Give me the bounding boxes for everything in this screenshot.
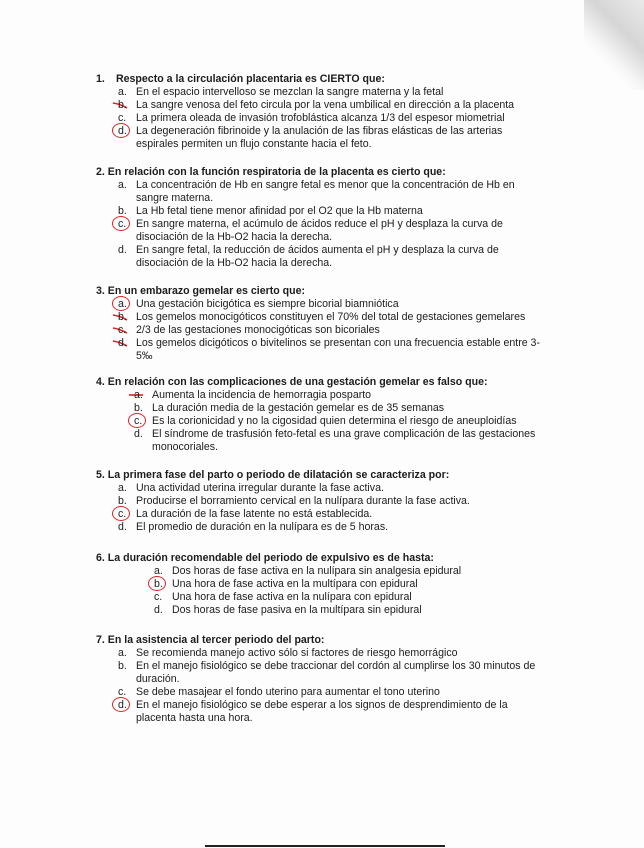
option-text: La sangre venosa del feto circula por la vena umbilical en dirección a la placenta — [136, 99, 515, 111]
question-title — [96, 552, 546, 565]
option-b[interactable] — [118, 660, 546, 686]
option-letter: c. — [154, 591, 163, 603]
question-text: La duración recomendable del periodo de expulsivo es de hasta: — [107, 552, 434, 564]
question-title — [96, 634, 546, 647]
option-c[interactable] — [118, 218, 546, 244]
option-letter: c. — [118, 686, 127, 698]
option-d[interactable] — [118, 337, 546, 363]
option-text: La concentración de Hb en sangre fetal es menor que la concentración de Hb en sangre materna. — [136, 179, 515, 204]
option-text: En el manejo fisiológico se debe esperar a los signos de desprendimiento de la placenta hasta una hora. — [136, 699, 508, 724]
option-b[interactable] — [118, 205, 546, 218]
option-letter: a. — [118, 482, 127, 494]
question-title — [96, 166, 546, 179]
option-d[interactable] — [154, 604, 546, 617]
scan-edge-line — [205, 845, 445, 847]
option-a[interactable] — [154, 565, 546, 578]
option-letter: d. — [118, 521, 127, 533]
question-1 — [96, 73, 546, 151]
option-text: Dos horas de fase pasiva en la multípara sin epidural — [172, 604, 422, 616]
option-b[interactable] — [118, 99, 546, 112]
option-letter: a. — [118, 179, 127, 191]
option-letter: d. — [118, 244, 127, 256]
option-letter: c. — [118, 112, 127, 124]
option-letter: b. — [118, 495, 127, 507]
question-title — [96, 73, 546, 86]
option-text: Una hora de fase activa en la multípara con epidural — [172, 578, 418, 590]
option-d[interactable] — [118, 125, 546, 151]
question-2 — [96, 166, 546, 270]
page-corner-fold — [584, 0, 644, 90]
option-text: La duración de la fase latente no está establecida. — [136, 508, 373, 520]
option-b[interactable] — [118, 495, 546, 508]
option-b[interactable] — [118, 311, 546, 324]
option-letter: a. — [118, 86, 127, 98]
question-3 — [96, 285, 546, 363]
option-letter: c. — [134, 415, 143, 427]
option-text: En el manejo fisiológico se debe traccionar del cordón al cumplirse los 30 minutos de duración. — [136, 660, 536, 685]
option-text: Dos horas de fase activa en la nulípara sin analgesia epidural — [172, 565, 462, 577]
option-text: Una actividad uterina irregular durante la fase activa. — [136, 482, 384, 494]
option-d[interactable] — [134, 428, 546, 454]
option-text: En sangre materna, el acúmulo de ácidos reduce el pH y desplaza la curva de disociación de la Hb-O2 hacia la derecha. — [136, 218, 503, 243]
option-text: Una gestación bicigótica es siempre bicorial biamniótica — [136, 298, 399, 310]
question-number: 2. — [96, 166, 105, 178]
option-a[interactable] — [118, 647, 546, 660]
option-letter: b. — [154, 578, 163, 590]
question-number: 4. — [96, 376, 105, 388]
question-text: Respecto a la circulación placentaria es CIERTO que: — [116, 73, 385, 85]
option-text: La degeneración fibrinoide y la anulación de las fibras elásticas de las arterias espirales permiten un flujo constante hacia el feto. — [136, 125, 503, 150]
question-text: En un embarazo gemelar es cierto que: — [107, 285, 306, 297]
question-7 — [96, 634, 546, 725]
option-b[interactable] — [154, 578, 546, 591]
option-text: Una hora de fase activa en la nulípara con epidural — [172, 591, 412, 603]
option-letter: d. — [154, 604, 163, 616]
question-text: En relación con las complicaciones de una gestación gemelar es falso que: — [107, 376, 488, 388]
question-text: La primera fase del parto o periodo de dilatación se caracteriza por: — [107, 469, 450, 481]
option-text: Los gemelos dicigóticos o bivitelinos se presentan con una frecuencia estable entre 3-5‰ — [136, 337, 540, 362]
option-letter: d. — [118, 337, 127, 349]
option-text: El síndrome de trasfusión feto-fetal es una grave complicación de las gestaciones monocoriales. — [152, 428, 536, 453]
question-number: 3. — [96, 285, 105, 297]
option-b[interactable] — [134, 402, 546, 415]
option-text: En el espacio intervelloso se mezclan la sangre materna y la fetal — [136, 86, 444, 98]
option-letter: b. — [118, 99, 127, 111]
option-letter: b. — [118, 205, 127, 217]
option-letter: b. — [118, 311, 127, 323]
option-text: Producirse el borramiento cervical en la nulípara durante la fase activa. — [136, 495, 470, 507]
option-text: Se debe masajear el fondo uterino para aumentar el tono uterino — [136, 686, 440, 698]
question-text: En relación con la función respiratoria de la placenta es cierto que: — [107, 166, 446, 178]
option-text: Es la corionicidad y no la cigosidad quien determina el riesgo de aneuploidías — [152, 415, 517, 427]
option-text: Aumenta la incidencia de hemorragia posparto — [152, 389, 372, 401]
option-letter: a. — [134, 389, 143, 401]
option-text: El promedio de duración en la nulípara es de 5 horas. — [136, 521, 389, 533]
option-text: Los gemelos monocigóticos constituyen el 70% del total de gestaciones gemelares — [136, 311, 526, 323]
option-letter: b. — [134, 402, 143, 414]
option-letter: a. — [118, 298, 127, 310]
option-a[interactable] — [118, 179, 546, 205]
option-c[interactable] — [154, 591, 546, 604]
option-a[interactable] — [118, 482, 546, 495]
option-c[interactable] — [118, 112, 546, 125]
option-letter: c. — [118, 218, 127, 230]
option-c[interactable] — [134, 415, 546, 428]
option-text: La duración media de la gestación gemelar es de 35 semanas — [152, 402, 445, 414]
question-5 — [96, 469, 546, 534]
option-a[interactable] — [118, 86, 546, 99]
option-letter: d. — [118, 125, 127, 137]
option-text: Se recomienda manejo activo sólo si factores de riesgo hemorrágico — [136, 647, 458, 659]
question-number: 1. — [96, 73, 105, 85]
question-title — [96, 376, 546, 389]
option-text: La primera oleada de invasión trofoblástica alcanza 1/3 del espesor miometrial — [136, 112, 505, 124]
question-title — [96, 469, 546, 482]
option-text: La Hb fetal tiene menor afinidad por el O2 que la Hb materna — [136, 205, 423, 217]
question-number: 7. — [96, 634, 105, 646]
option-letter: a. — [154, 565, 163, 577]
option-letter: b. — [118, 660, 127, 672]
option-a[interactable] — [134, 389, 546, 402]
option-letter: c. — [118, 508, 127, 520]
option-text: 2/3 de las gestaciones monocigóticas son bicoriales — [136, 324, 380, 336]
option-d[interactable] — [118, 244, 546, 270]
option-a[interactable] — [118, 298, 546, 311]
option-c[interactable] — [118, 508, 546, 521]
question-6 — [96, 552, 546, 617]
option-letter: c. — [118, 324, 127, 336]
option-letter: d. — [134, 428, 143, 440]
option-d[interactable] — [118, 521, 546, 534]
option-d[interactable] — [118, 699, 546, 725]
question-title — [96, 285, 546, 298]
question-number: 5. — [96, 469, 105, 481]
option-letter: a. — [118, 647, 127, 659]
option-letter: d. — [118, 699, 127, 711]
option-text: En sangre fetal, la reducción de ácidos aumenta el pH y desplaza la curva de disociación de la Hb-O2 hacia la derecha. — [136, 244, 499, 269]
question-text: En la asistencia al tercer periodo del parto: — [107, 634, 325, 646]
question-number: 6. — [96, 552, 105, 564]
option-c[interactable] — [118, 324, 546, 337]
option-c[interactable] — [118, 686, 546, 699]
question-4 — [96, 376, 546, 454]
